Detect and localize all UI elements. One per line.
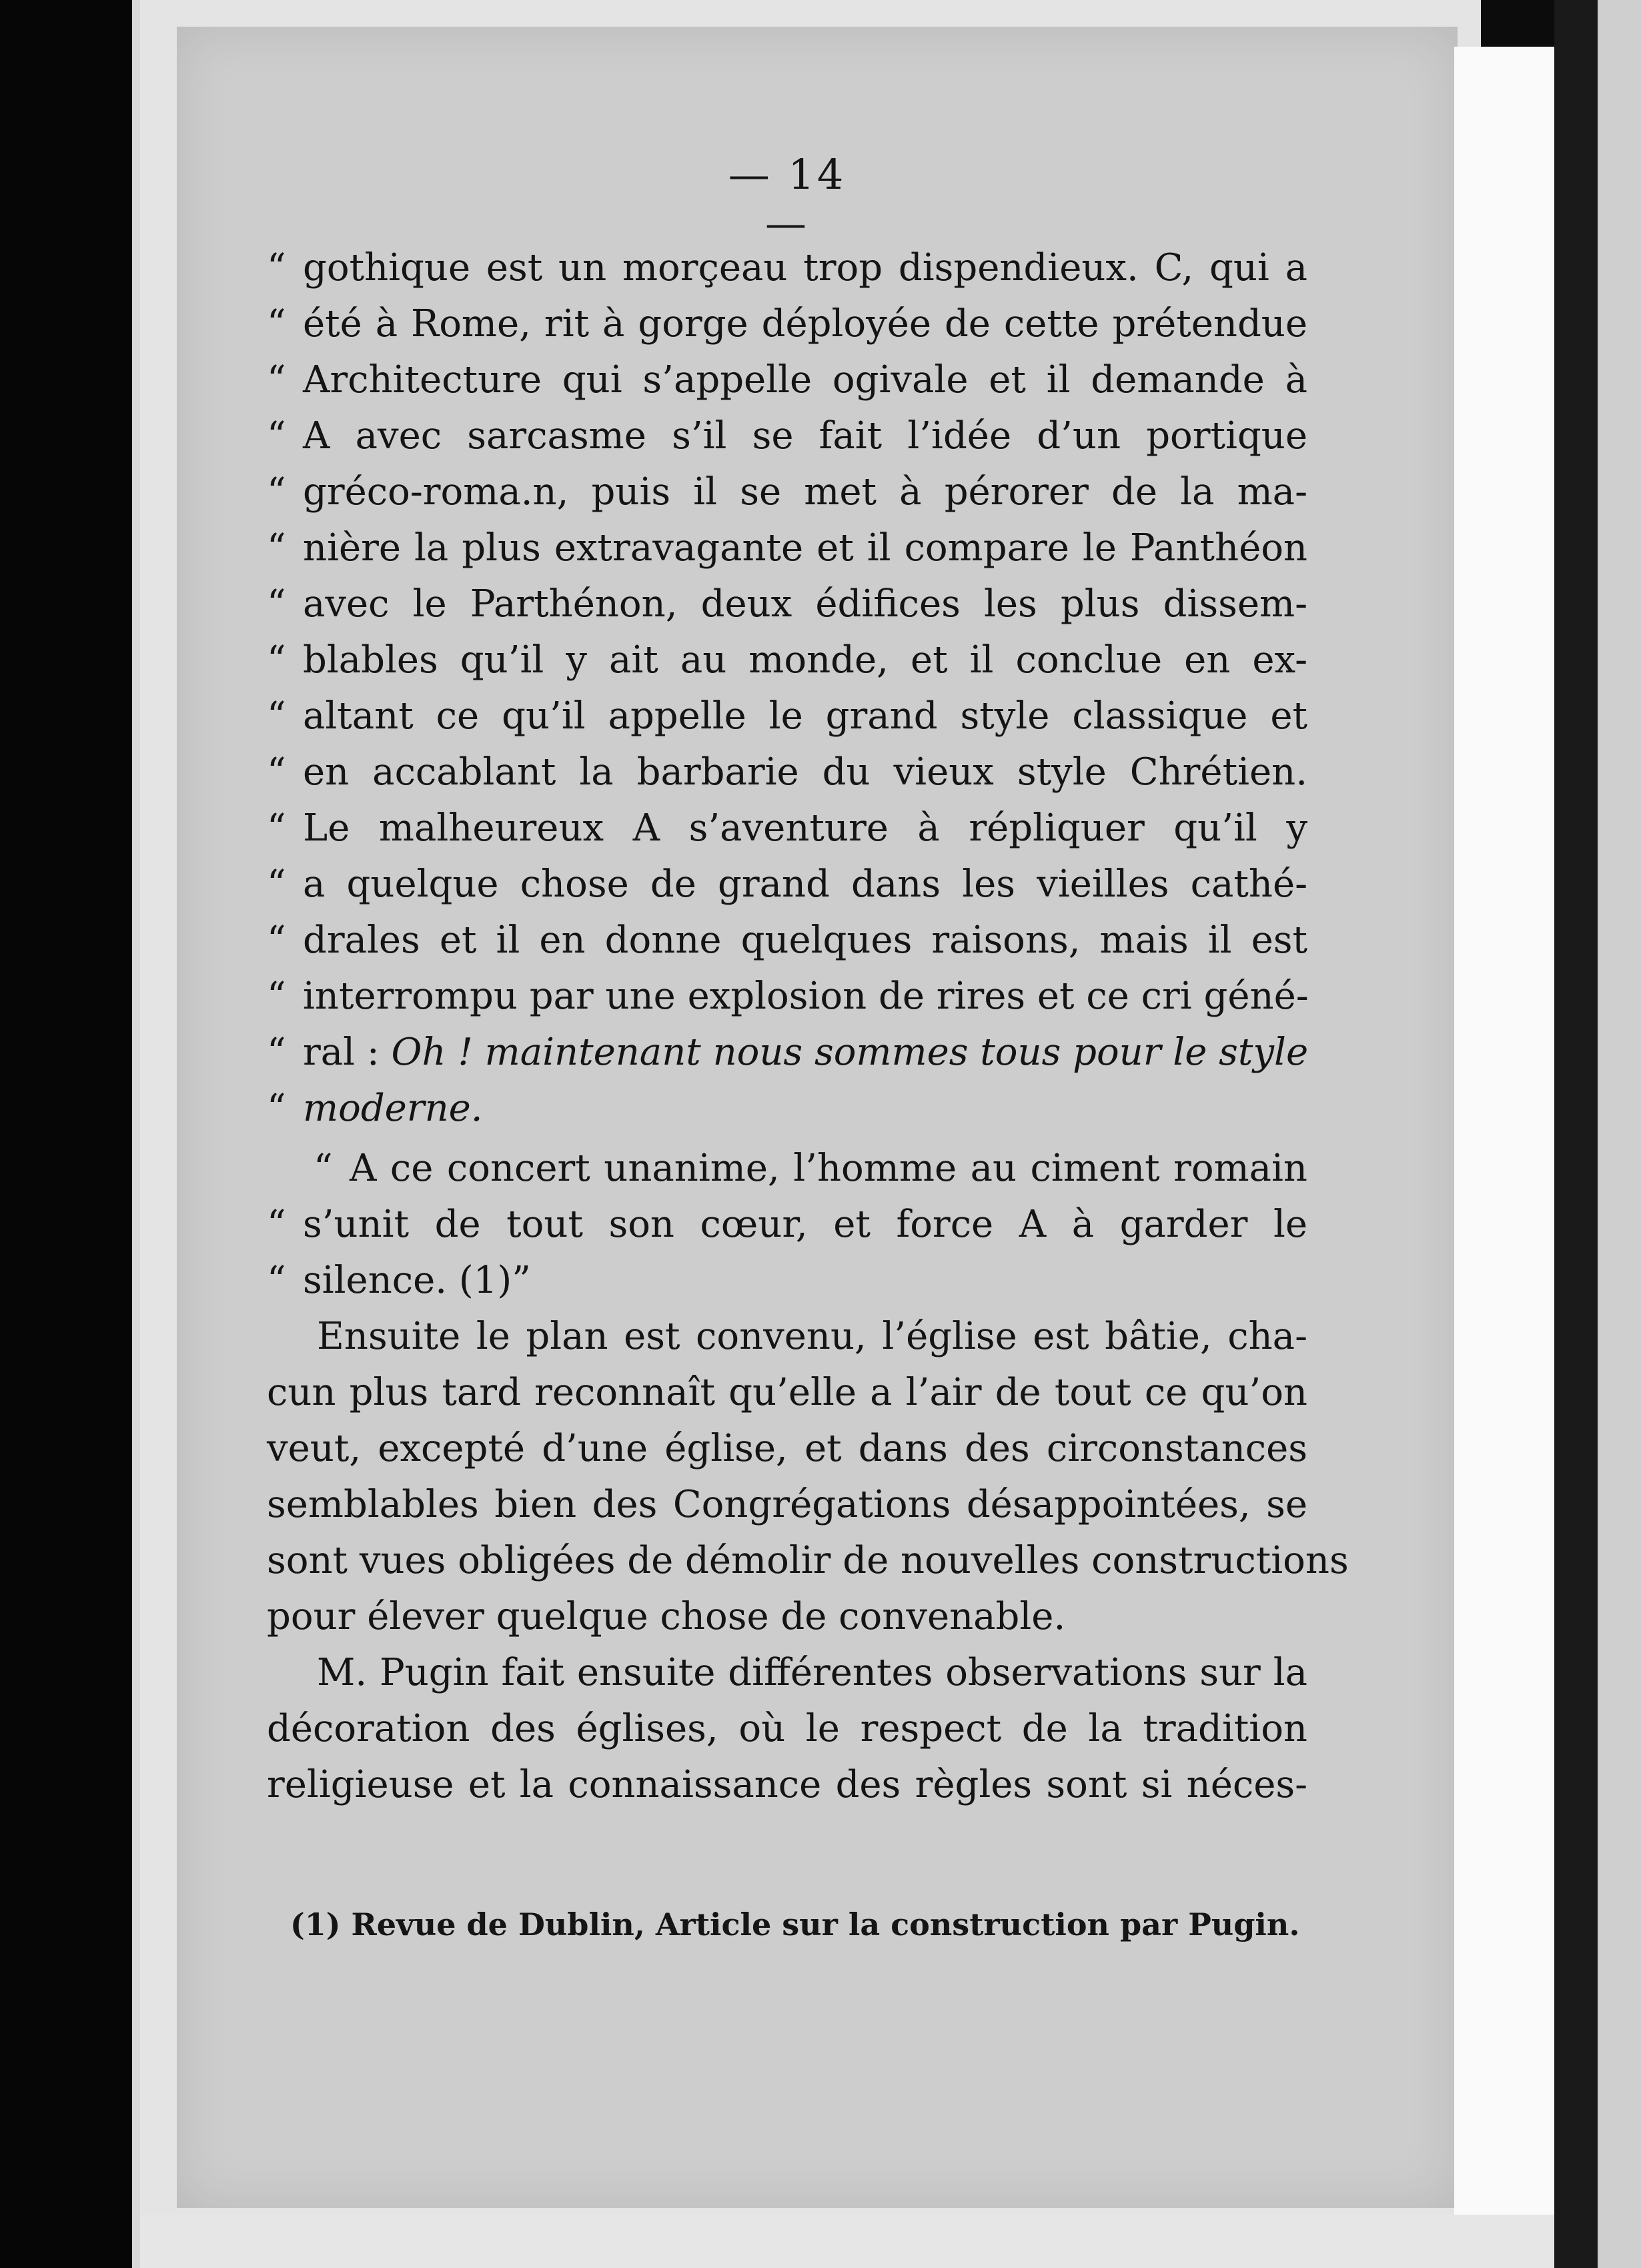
paragraph-line: sont vues obligées de démolir de nouvelles constructions [267, 1539, 1349, 1582]
text-line: “ blables qu’il y ait au monde, et il conclue en ex- [267, 638, 1307, 682]
text-line: “ A avec sarcasme s’il se fait l’idée d’un portique [267, 414, 1307, 458]
scan-right-gap [1454, 47, 1554, 2215]
text-line: “ gréco-roma.n, puis il se met à pérorer de la ma- [267, 470, 1307, 514]
text-line: “ drales et il en donne quelques raisons, mais il est [267, 919, 1307, 962]
paragraph-line: Ensuite le plan est convenu, l’église est bâtie, cha- [317, 1315, 1307, 1358]
scan-left-edge [132, 0, 140, 2268]
paragraph-line: pour élever quelque chose de convenable. [267, 1595, 1066, 1638]
paragraph-line: M. Pugin fait ensuite différentes observations sur la [317, 1651, 1307, 1694]
quote-paragraph-line: “ A ce concert unanime, l’homme au ciment romain [314, 1147, 1307, 1190]
paragraph-line: cun plus tard reconnaît qu’elle a l’air de tout ce qu’on [267, 1371, 1307, 1414]
text-line: “ Le malheureux A s’aventure à répliquer qu’il y [267, 806, 1307, 850]
text-line: “ en accablant la barbarie du vieux style Chrétien. [267, 750, 1307, 794]
text-line: “ Architecture qui s’appelle ogivale et il demande à [267, 358, 1307, 402]
paragraph-line: décoration des églises, où le respect de la tradition [267, 1707, 1307, 1750]
text-line-italic: “ ral : Oh ! maintenant nous sommes tous pour le style [267, 1031, 1309, 1074]
text-line: “ interrompu par une explosion de rires et ce cri géné- [267, 975, 1309, 1018]
scan-left-margin [0, 0, 137, 2268]
quote-paragraph-line: “ s’unit de tout son cœur, et force A à garder le [267, 1203, 1307, 1246]
paragraph-line: religieuse et la connaissance des règles sont si néces- [267, 1763, 1307, 1806]
text-line: “ altant ce qu’il appelle le grand style classique et [267, 694, 1307, 738]
body-text [267, 240, 1349, 1813]
paragraph-line: semblables bien des Congrégations désappointées, se [267, 1483, 1307, 1526]
scan-bottom-edge [140, 2215, 1554, 2268]
paragraph-line: veut, excepté d’une église, et dans des circonstances [267, 1427, 1307, 1470]
text-line: “ nière la plus extravagante et il compare le Panthéon [267, 526, 1307, 570]
text-line: “ a quelque chose de grand dans les vieilles cathé- [267, 863, 1307, 906]
text-line: “ avec le Parthénon, deux édifices les plus dissem- [267, 582, 1307, 626]
text-line: “ été à Rome, rit à gorge déployée de cette prétendue [267, 302, 1307, 346]
text-line: “ gothique est un morçeau trop dispendieux. C, qui a [267, 246, 1307, 290]
scan-right-edge [1598, 0, 1641, 2268]
footnote: (1) Revue de Dublin, Article sur la construction par Pugin. [290, 1906, 1300, 1942]
text-line-italic: “ moderne. [267, 1087, 483, 1130]
quote-paragraph-line: “ silence. (1)” [267, 1259, 531, 1302]
page-number: — 14 — [728, 150, 847, 247]
